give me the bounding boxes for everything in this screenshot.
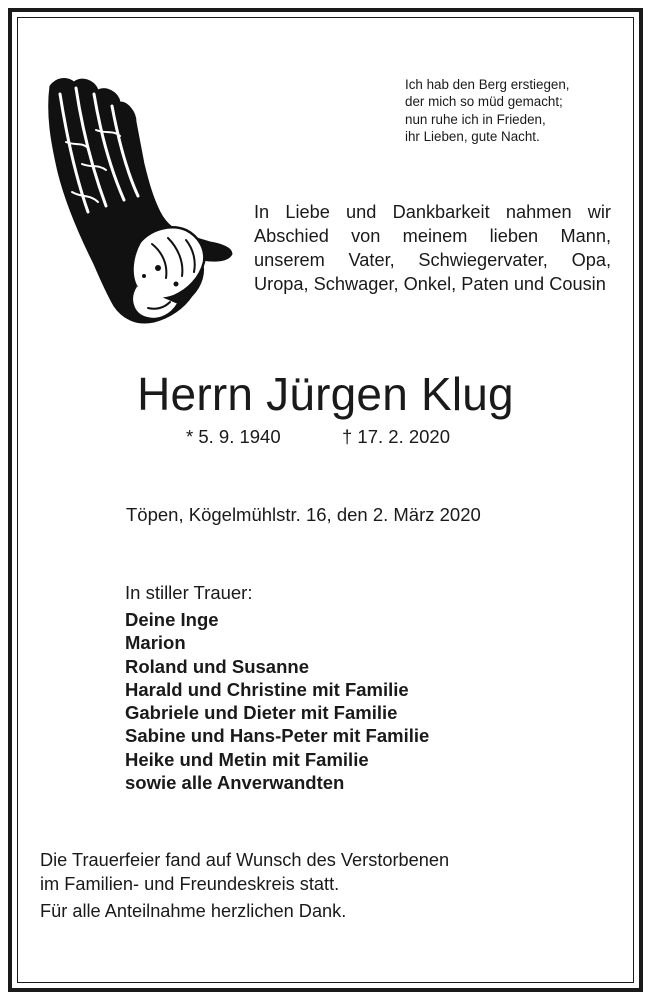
footer-line: Die Trauerfeier fand auf Wunsch des Verstorbenen bbox=[40, 850, 450, 870]
deceased-name: Herrn Jürgen Klug bbox=[137, 368, 514, 420]
list-item: sowie alle Anverwandten bbox=[125, 772, 345, 794]
list-item: Gabriele und Dieter mit Familie bbox=[125, 702, 398, 724]
poem-line: ihr Lieben, gute Nacht. bbox=[405, 129, 540, 145]
list-item: Harald und Christine mit Familie bbox=[125, 678, 409, 700]
thanks-line: Für alle Anteilnahme herzlichen Dank. bbox=[40, 901, 347, 921]
mourners-list bbox=[125, 608, 429, 794]
intro-text: In Liebe und Dankbarkeit nahmen wir Abschied von meinem lieben Mann, unserem Vater, Schwiegervater, Opa, Uropa, Schwager, Onkel, Paten und Cousin bbox=[254, 202, 611, 294]
place-and-date: Töpen, Kögelmühlstr. 16, den 2. März 2020 bbox=[126, 504, 481, 525]
list-item: Heike und Metin mit Familie bbox=[125, 748, 369, 770]
footer-line: im Familien- und Freundeskreis statt. bbox=[40, 874, 340, 894]
poem bbox=[405, 76, 620, 146]
list-item: Deine Inge bbox=[125, 609, 219, 630]
list-item: Sabine und Hans-Peter mit Familie bbox=[125, 725, 430, 747]
poem-line: der mich so müd gemacht; bbox=[405, 94, 563, 110]
death-date: † 17. 2. 2020 bbox=[342, 426, 451, 447]
list-item: Marion bbox=[125, 632, 186, 654]
praying-hands-icon bbox=[36, 72, 236, 330]
poem-line: nun ruhe ich in Frieden, bbox=[405, 111, 546, 127]
birth-date: * 5. 9. 1940 bbox=[186, 426, 281, 447]
mourning-label: In stiller Trauer: bbox=[125, 582, 253, 603]
poem-line: Ich hab den Berg erstiegen, bbox=[405, 77, 570, 92]
list-item: Roland und Susanne bbox=[125, 655, 309, 677]
footer-notice bbox=[40, 848, 449, 923]
